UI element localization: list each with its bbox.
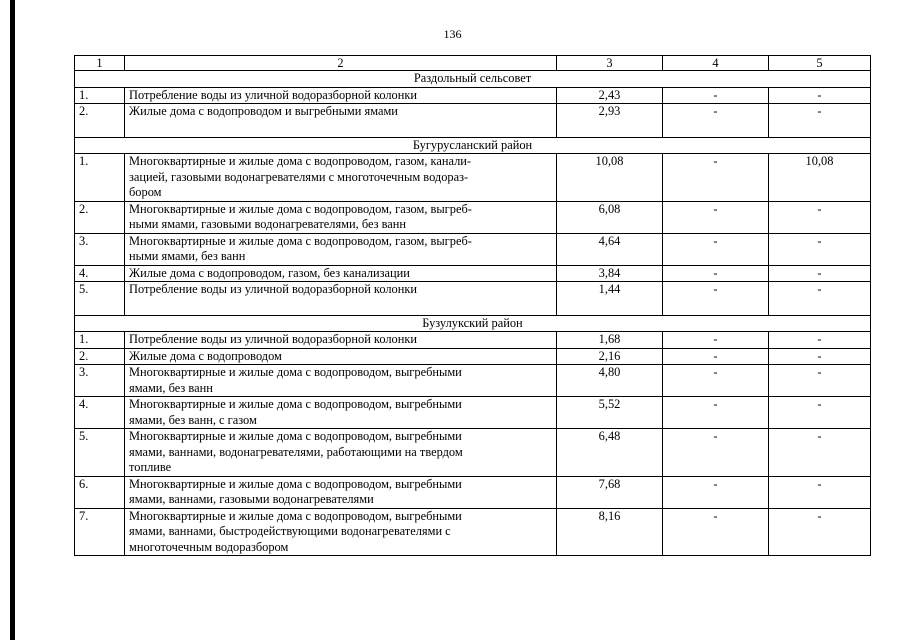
row-number: 3.: [75, 233, 125, 265]
description-line: ямами, ваннами, газовыми водонагревателями: [129, 492, 374, 506]
row-number: 1.: [75, 154, 125, 202]
description-line: Многоквартирные и жилые дома с водопроводом, выгребными: [129, 397, 462, 411]
value-c3: 2,43: [557, 87, 663, 104]
description-line: Многоквартирные и жилые дома с водопроводом, выгребными: [129, 476, 462, 491]
value-c5: -: [769, 365, 871, 397]
row-number: 1.: [75, 332, 125, 349]
value-c4: -: [663, 201, 769, 233]
description-line: Жилые дома с водопроводом, газом, без канализации: [129, 265, 410, 280]
row-number: 2.: [75, 201, 125, 233]
value-c5: -: [769, 476, 871, 508]
value-c5: -: [769, 265, 871, 282]
value-c3: 6,08: [557, 201, 663, 233]
description-line: Жилые дома с водопроводом: [129, 348, 282, 363]
value-c5: -: [769, 429, 871, 477]
value-c5: -: [769, 87, 871, 104]
value-c3: 3,84: [557, 265, 663, 282]
description-line: Многоквартирные и жилые дома с водопроводом, газом, выгреб-: [129, 233, 472, 248]
value-c4: -: [663, 332, 769, 349]
value-c4: -: [663, 104, 769, 138]
table-row: [75, 87, 871, 104]
table-row: [75, 508, 871, 556]
row-description: [125, 365, 557, 397]
row-description: [125, 476, 557, 508]
value-c5: -: [769, 233, 871, 265]
row-description: [125, 104, 557, 138]
table-row: [75, 365, 871, 397]
column-header: 4: [663, 56, 769, 71]
page-number: 136: [443, 27, 462, 41]
section-row: [75, 137, 871, 154]
value-c3: 8,16: [557, 508, 663, 556]
row-spacer: [129, 120, 552, 137]
row-number: 1.: [75, 87, 125, 104]
row-description: [125, 348, 557, 365]
description-line: многоточечным водоразбором: [129, 539, 289, 554]
row-description: [125, 87, 557, 104]
table-row: [75, 265, 871, 282]
row-spacer: [129, 298, 552, 315]
value-c4: -: [663, 87, 769, 104]
description-line: Потребление воды из уличной водоразборной колонки: [129, 332, 418, 346]
table-row: [75, 154, 871, 202]
value-c5: 10,08: [769, 154, 871, 202]
value-c5: -: [769, 397, 871, 429]
section-title: Бугурусланский район: [75, 137, 871, 154]
description-line: Многоквартирные и жилые дома с водопроводом, выгребными: [129, 429, 462, 443]
table-row: [75, 397, 871, 429]
section-title: Раздольный сельсовет: [75, 71, 871, 88]
description-line: Многоквартирные и жилые дома с водопроводом, выгребными: [129, 365, 462, 379]
value-c5: -: [769, 282, 871, 316]
description-line: ямами, без ванн, с газом: [129, 412, 257, 427]
value-c3: 4,64: [557, 233, 663, 265]
section-title: Бузулукский район: [75, 315, 871, 332]
row-description: [125, 332, 557, 349]
column-header: 1: [75, 56, 125, 71]
row-description: [125, 397, 557, 429]
value-c5: -: [769, 508, 871, 556]
section-row: [75, 71, 871, 88]
value-c3: 4,80: [557, 365, 663, 397]
row-number: 4.: [75, 265, 125, 282]
value-c3: 7,68: [557, 476, 663, 508]
table-body: [75, 56, 871, 556]
value-c3: 10,08: [557, 154, 663, 202]
value-c4: -: [663, 397, 769, 429]
description-line: ямами, ваннами, водонагревателями, работающими на твердом: [129, 444, 463, 459]
value-c5: -: [769, 348, 871, 365]
tariff-table: [74, 55, 871, 556]
row-description: [125, 233, 557, 265]
value-c4: -: [663, 429, 769, 477]
description-line: топливе: [129, 460, 172, 474]
value-c4: -: [663, 282, 769, 316]
row-number: 7.: [75, 508, 125, 556]
value-c3: 2,16: [557, 348, 663, 365]
row-description: [125, 508, 557, 556]
description-line: Потребление воды из уличной водоразборной колонки: [129, 282, 418, 296]
description-line: ямами, без ванн: [129, 380, 213, 395]
table-row: [75, 348, 871, 365]
value-c3: 2,93: [557, 104, 663, 138]
description-line: зацией, газовыми водонагревателями с многоточечным водораз-: [129, 169, 469, 184]
section-row: [75, 315, 871, 332]
value-c4: -: [663, 154, 769, 202]
value-c3: 1,44: [557, 282, 663, 316]
description-line: ными ямами, без ванн: [129, 249, 246, 263]
page-edge-bar: [10, 0, 15, 640]
description-line: Потребление воды из уличной водоразборной колонки: [129, 87, 418, 102]
row-description: [125, 201, 557, 233]
row-description: [125, 154, 557, 202]
column-header: 3: [557, 56, 663, 71]
description-line: Жилые дома с водопроводом и выгребными ямами: [129, 104, 398, 118]
row-number: 6.: [75, 476, 125, 508]
value-c3: 6,48: [557, 429, 663, 477]
value-c4: -: [663, 348, 769, 365]
table-row: [75, 282, 871, 316]
row-number: 3.: [75, 365, 125, 397]
value-c3: 5,52: [557, 397, 663, 429]
value-c3: 1,68: [557, 332, 663, 349]
value-c4: -: [663, 508, 769, 556]
table-row: [75, 476, 871, 508]
row-number: 4.: [75, 397, 125, 429]
description-line: бором: [129, 185, 162, 199]
value-c4: -: [663, 265, 769, 282]
row-number: 2.: [75, 348, 125, 365]
description-line: Многоквартирные и жилые дома с водопроводом, газом, выгреб-: [129, 201, 472, 216]
row-number: 2.: [75, 104, 125, 138]
value-c5: -: [769, 104, 871, 138]
value-c5: -: [769, 201, 871, 233]
description-line: ными ямами, газовыми водонагревателями, без ванн: [129, 217, 407, 231]
table-row: [75, 104, 871, 138]
description-line: Многоквартирные и жилые дома с водопроводом, газом, канали-: [129, 154, 472, 168]
description-line: Многоквартирные и жилые дома с водопроводом, выгребными: [129, 508, 462, 523]
column-header: 2: [125, 56, 557, 71]
row-number: 5.: [75, 429, 125, 477]
row-description: [125, 282, 557, 316]
table-row: [75, 233, 871, 265]
table-row: [75, 332, 871, 349]
row-description: [125, 265, 557, 282]
column-number-row: [75, 56, 871, 71]
table-row: [75, 201, 871, 233]
row-number: 5.: [75, 282, 125, 316]
row-description: [125, 429, 557, 477]
value-c4: -: [663, 365, 769, 397]
column-header: 5: [769, 56, 871, 71]
value-c4: -: [663, 233, 769, 265]
table-row: [75, 429, 871, 477]
value-c4: -: [663, 476, 769, 508]
description-line: ямами, ваннами, быстродействующими водонагревателями с: [129, 524, 451, 538]
value-c5: -: [769, 332, 871, 349]
